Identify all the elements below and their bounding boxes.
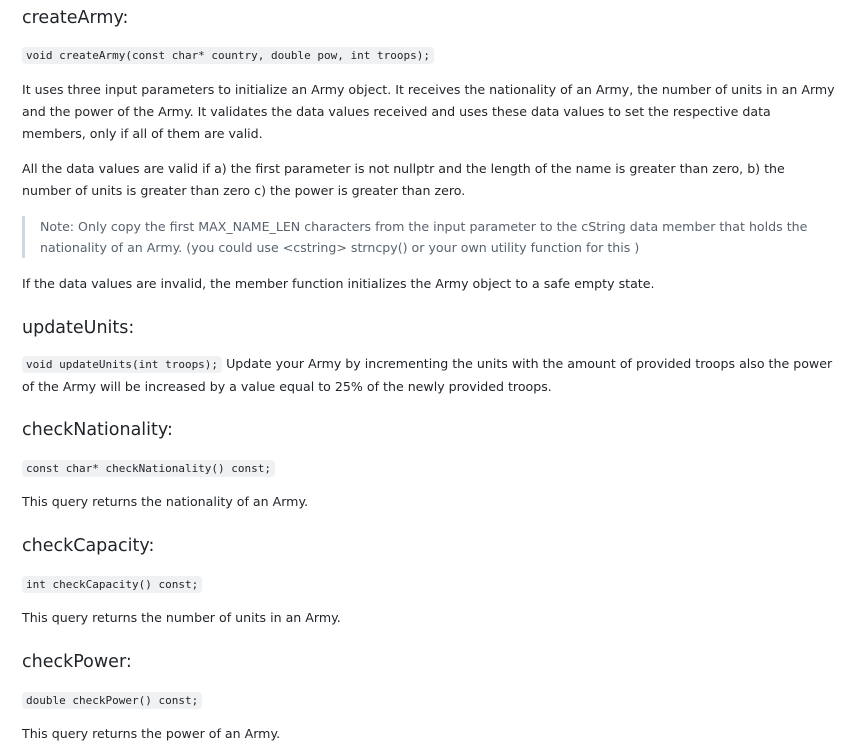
check-capacity-signature-line xyxy=(22,572,202,596)
check-power-signature-line xyxy=(22,688,202,712)
create-army-note xyxy=(22,216,837,258)
create-army-description: It uses three input parameters to initialize an Army object. It receives the nationality of an Army, the number of units in an Army and the power of the Army. It validates the data values received and uses these data values to set the respective data members, only if all of them are valid. xyxy=(22,82,835,141)
check-capacity-heading: checkCapacity: xyxy=(22,536,155,556)
check-nationality-signature: const char* checkNationality() const; xyxy=(22,460,275,477)
create-army-validity-rules: All the data values are valid if a) the first parameter is not nullptr and the length of the name is greater than zero, b) the number of units is greater than zero c) the power is greater than zero. xyxy=(22,161,785,198)
create-army-heading: createArmy: xyxy=(22,8,129,28)
create-army-signature-line xyxy=(22,43,434,67)
check-power-description: This query returns the power of an Army. xyxy=(22,726,281,741)
update-units-signature: void updateUnits(int troops); xyxy=(22,356,222,373)
check-nationality-signature-line xyxy=(22,456,275,480)
check-nationality-description: This query returns the nationality of an Army. xyxy=(22,494,309,509)
create-army-invalid-state: If the data values are invalid, the member function initializes the Army object to a safe empty state. xyxy=(22,276,655,291)
create-army-signature: void createArmy(const char* country, double pow, int troops); xyxy=(22,47,434,64)
check-capacity-description: This query returns the number of units in an Army. xyxy=(22,610,341,625)
update-units-description: Update your Army by incrementing the units with the amount of provided troops also the power of the Army will be increased by a value equal to 25% of the newly provided troops. xyxy=(22,356,833,394)
create-army-note-text: Note: Only copy the first MAX_NAME_LEN characters from the input parameter to the cString data member that holds the nationality of an Army. (you could use <cstring> strncpy() or your own utility function for this ) xyxy=(40,219,808,255)
check-capacity-signature: int checkCapacity() const; xyxy=(22,576,202,593)
check-nationality-heading: checkNationality: xyxy=(22,420,173,440)
check-power-heading: checkPower: xyxy=(22,652,132,672)
update-units-paragraph xyxy=(22,353,837,398)
check-power-signature: double checkPower() const; xyxy=(22,692,202,709)
update-units-heading: updateUnits: xyxy=(22,318,135,338)
